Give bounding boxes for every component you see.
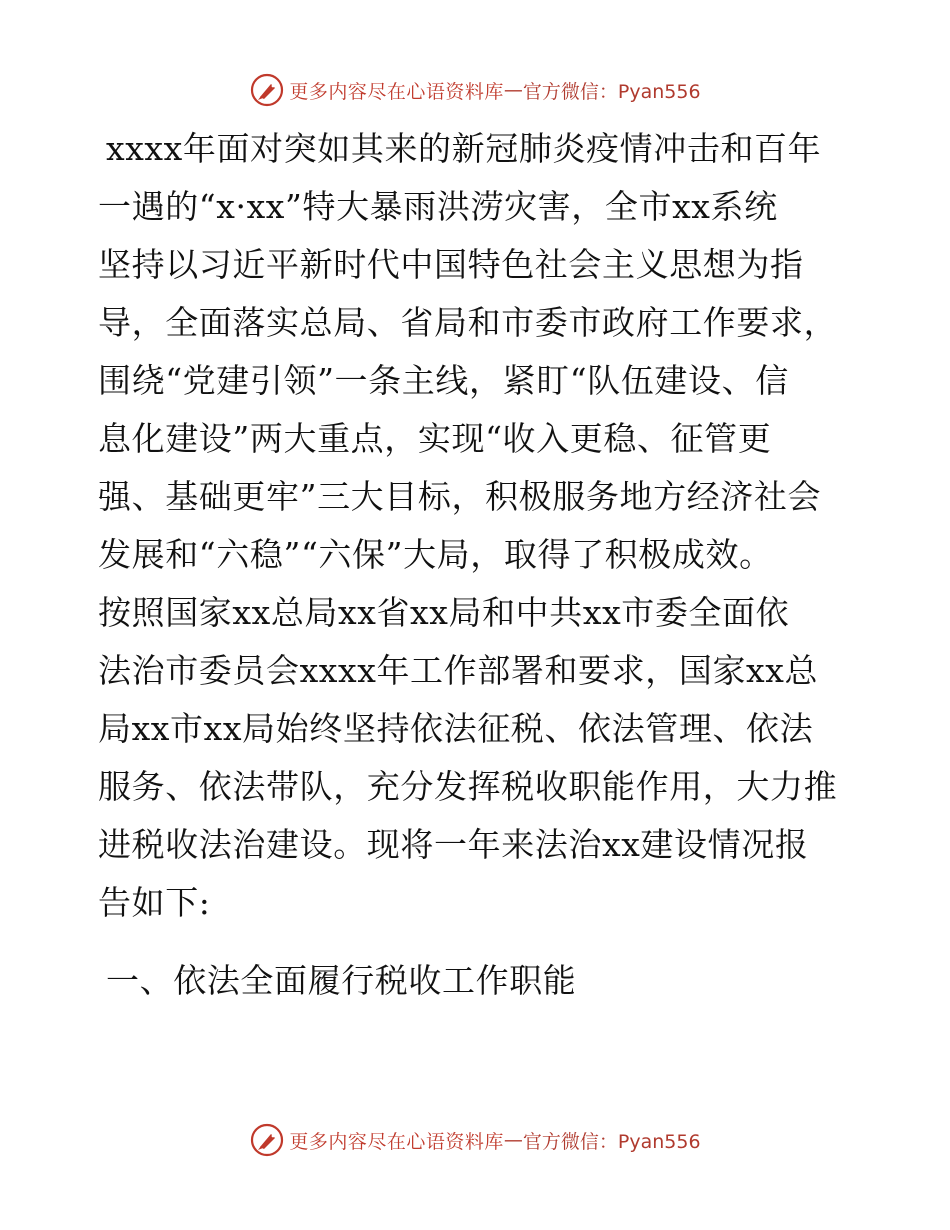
- body-line: 围绕“党建引领”一条主线，紧盯“队伍建设、信: [98, 361, 789, 400]
- body-line: 坚持以习近平新时代中国特色社会主义思想为指: [98, 245, 804, 284]
- body-line: 法治市委员会xxxx年工作部署和要求，国家xx总: [98, 651, 819, 690]
- header-banner: [0, 70, 950, 110]
- banner-dash: —: [503, 1129, 523, 1151]
- banner-slogan: 更多内容尽在心语资料库: [289, 1130, 504, 1153]
- body-line: 告如下:: [98, 883, 211, 922]
- body-line: 导，全面落实总局、省局和市委市政府工作要求，: [98, 303, 838, 342]
- body-line: 强、基础更牢”三大目标，积极服务地方经济社会: [98, 477, 822, 516]
- footer-banner: [0, 1120, 950, 1160]
- banner-contact: 官方微信：Pyan556: [522, 1130, 701, 1153]
- banner-slogan: 更多内容尽在心语资料库: [289, 80, 504, 103]
- body-line: 按照国家xx总局xx省xx局和中共xx市委全面依: [98, 593, 790, 632]
- banner-dash: —: [503, 79, 523, 101]
- body-line: 服务、依法带队，充分发挥税收职能作用，大力推: [98, 767, 838, 806]
- body-line: xxxx年面对突如其来的新冠肺炎疫情冲击和百年: [106, 129, 822, 168]
- document-body: [98, 120, 858, 1010]
- pen-nib-logo-icon: [249, 1122, 285, 1158]
- body-line: 局xx市xx局始终坚持依法征税、依法管理、依法: [98, 709, 814, 748]
- body-line: 一遇的“x·xx”特大暴雨洪涝灾害，全市xx系统: [98, 187, 778, 226]
- section-heading: 一、依法全面履行税收工作职能: [106, 961, 577, 1000]
- banner-contact: 官方微信：Pyan556: [522, 80, 701, 103]
- body-line: 息化建设”两大重点，实现“收入更稳、征管更: [98, 419, 772, 458]
- body-line: 发展和“六稳”“六保”大局，取得了积极成效。: [98, 535, 773, 574]
- body-line: 进税收法治建设。现将一年来法治xx建设情况报: [98, 825, 809, 864]
- pen-nib-logo-icon: [249, 72, 285, 108]
